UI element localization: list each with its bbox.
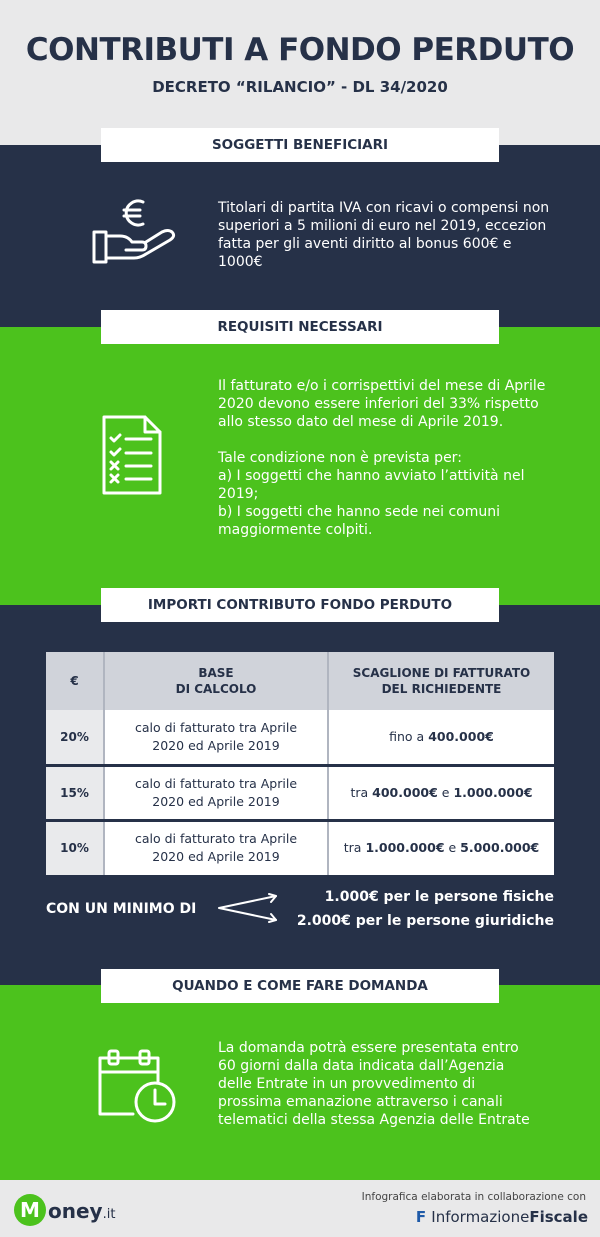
page-subtitle: DECRETO “RILANCIO” - DL 34/2020 [152,78,448,96]
euro-hand-icon [88,196,180,268]
split-arrow-icon [216,893,280,923]
table-header-cell [328,652,554,710]
credit-text: Infografica elaborata in collaborazione con [361,1191,586,1203]
table-header-row [46,652,554,710]
row-base: calo di fatturato tra Aprile 2020 ed Aprile 2019 [104,820,328,875]
domanda-heading: QUANDO E COME FARE DOMANDA [101,969,499,1003]
row-range: tra 400.000€ e 1.000.000€ [328,765,554,820]
svg-text:M: M [20,1198,40,1222]
money-logo-text: oney.it [48,1199,116,1223]
calendar-clock-icon [95,1048,179,1124]
header [0,0,600,145]
header-scaglione: SCAGLIONE DI FATTURATO DEL RICHIEDENTE [352,666,531,696]
table-row [46,820,554,875]
importi-heading: IMPORTI CONTRIBUTO FONDO PERDUTO [101,588,499,622]
table-header-cell [104,652,328,710]
table-row [46,765,554,820]
requisiti-heading: REQUISITI NECESSARI [101,310,499,344]
row-pct: 20% [46,710,104,765]
row-base: calo di fatturato tra Aprile 2020 ed Aprile 2019 [104,710,328,765]
page-title: CONTRIBUTI A FONDO PERDUTO [25,32,575,68]
requisiti-item-b: b) I soggetti che hanno sede nei comuni maggiormente colpiti. [218,504,501,538]
checklist-icon [101,414,163,496]
row-range: fino a 400.000€ [328,710,554,765]
table-header-cell: € [46,652,104,710]
requisiti-text [218,377,548,539]
header-base: BASE DI CALCOLO [175,666,257,696]
row-range: tra 1.000.000€ e 5.000.000€ [328,820,554,875]
requisiti-paragraph-2: Tale condizione non è prevista per: [218,450,462,466]
minimum-label: CON UN MINIMO DI [46,901,197,917]
row-pct: 15% [46,765,104,820]
beneficiari-text: Titolari di partita IVA con ricavi o compensi non superiori a 5 milioni di euro nel 2019, eccezion fatta per gli aventi diritto al bonus 600€ e 1000€ [218,200,550,270]
row-base: calo di fatturato tra Aprile 2020 ed Aprile 2019 [104,765,328,820]
minimum-value-1: 1.000€ per le persone fisiche [324,889,554,905]
importi-table [46,652,554,875]
requisiti-item-a: a) I soggetti che hanno avviato l’attività nel 2019; [218,468,525,502]
table-row [46,710,554,765]
minimum-value-2: 2.000€ per le persone giuridiche [296,913,554,929]
beneficiari-heading: SOGGETTI BENEFICIARI [101,128,499,162]
informazionefiscale-logo: F InformazioneFiscale [415,1208,588,1226]
domanda-text: La domanda potrà essere presentata entro 60 giorni dalla data indicata dall’Agenzia delle Entrate in un provvedimento di prossima emanazione attraverso i canali telematici della stessa Agenzia delle Entrate [218,1040,530,1128]
requisiti-paragraph-1: Il fatturato e/o i corrispettivi del mese di Aprile 2020 devono essere inferiori del 33% rispetto allo stesso dato del mese di Aprile 2019. [218,378,546,430]
row-pct: 10% [46,820,104,875]
money-logo [14,1193,124,1232]
